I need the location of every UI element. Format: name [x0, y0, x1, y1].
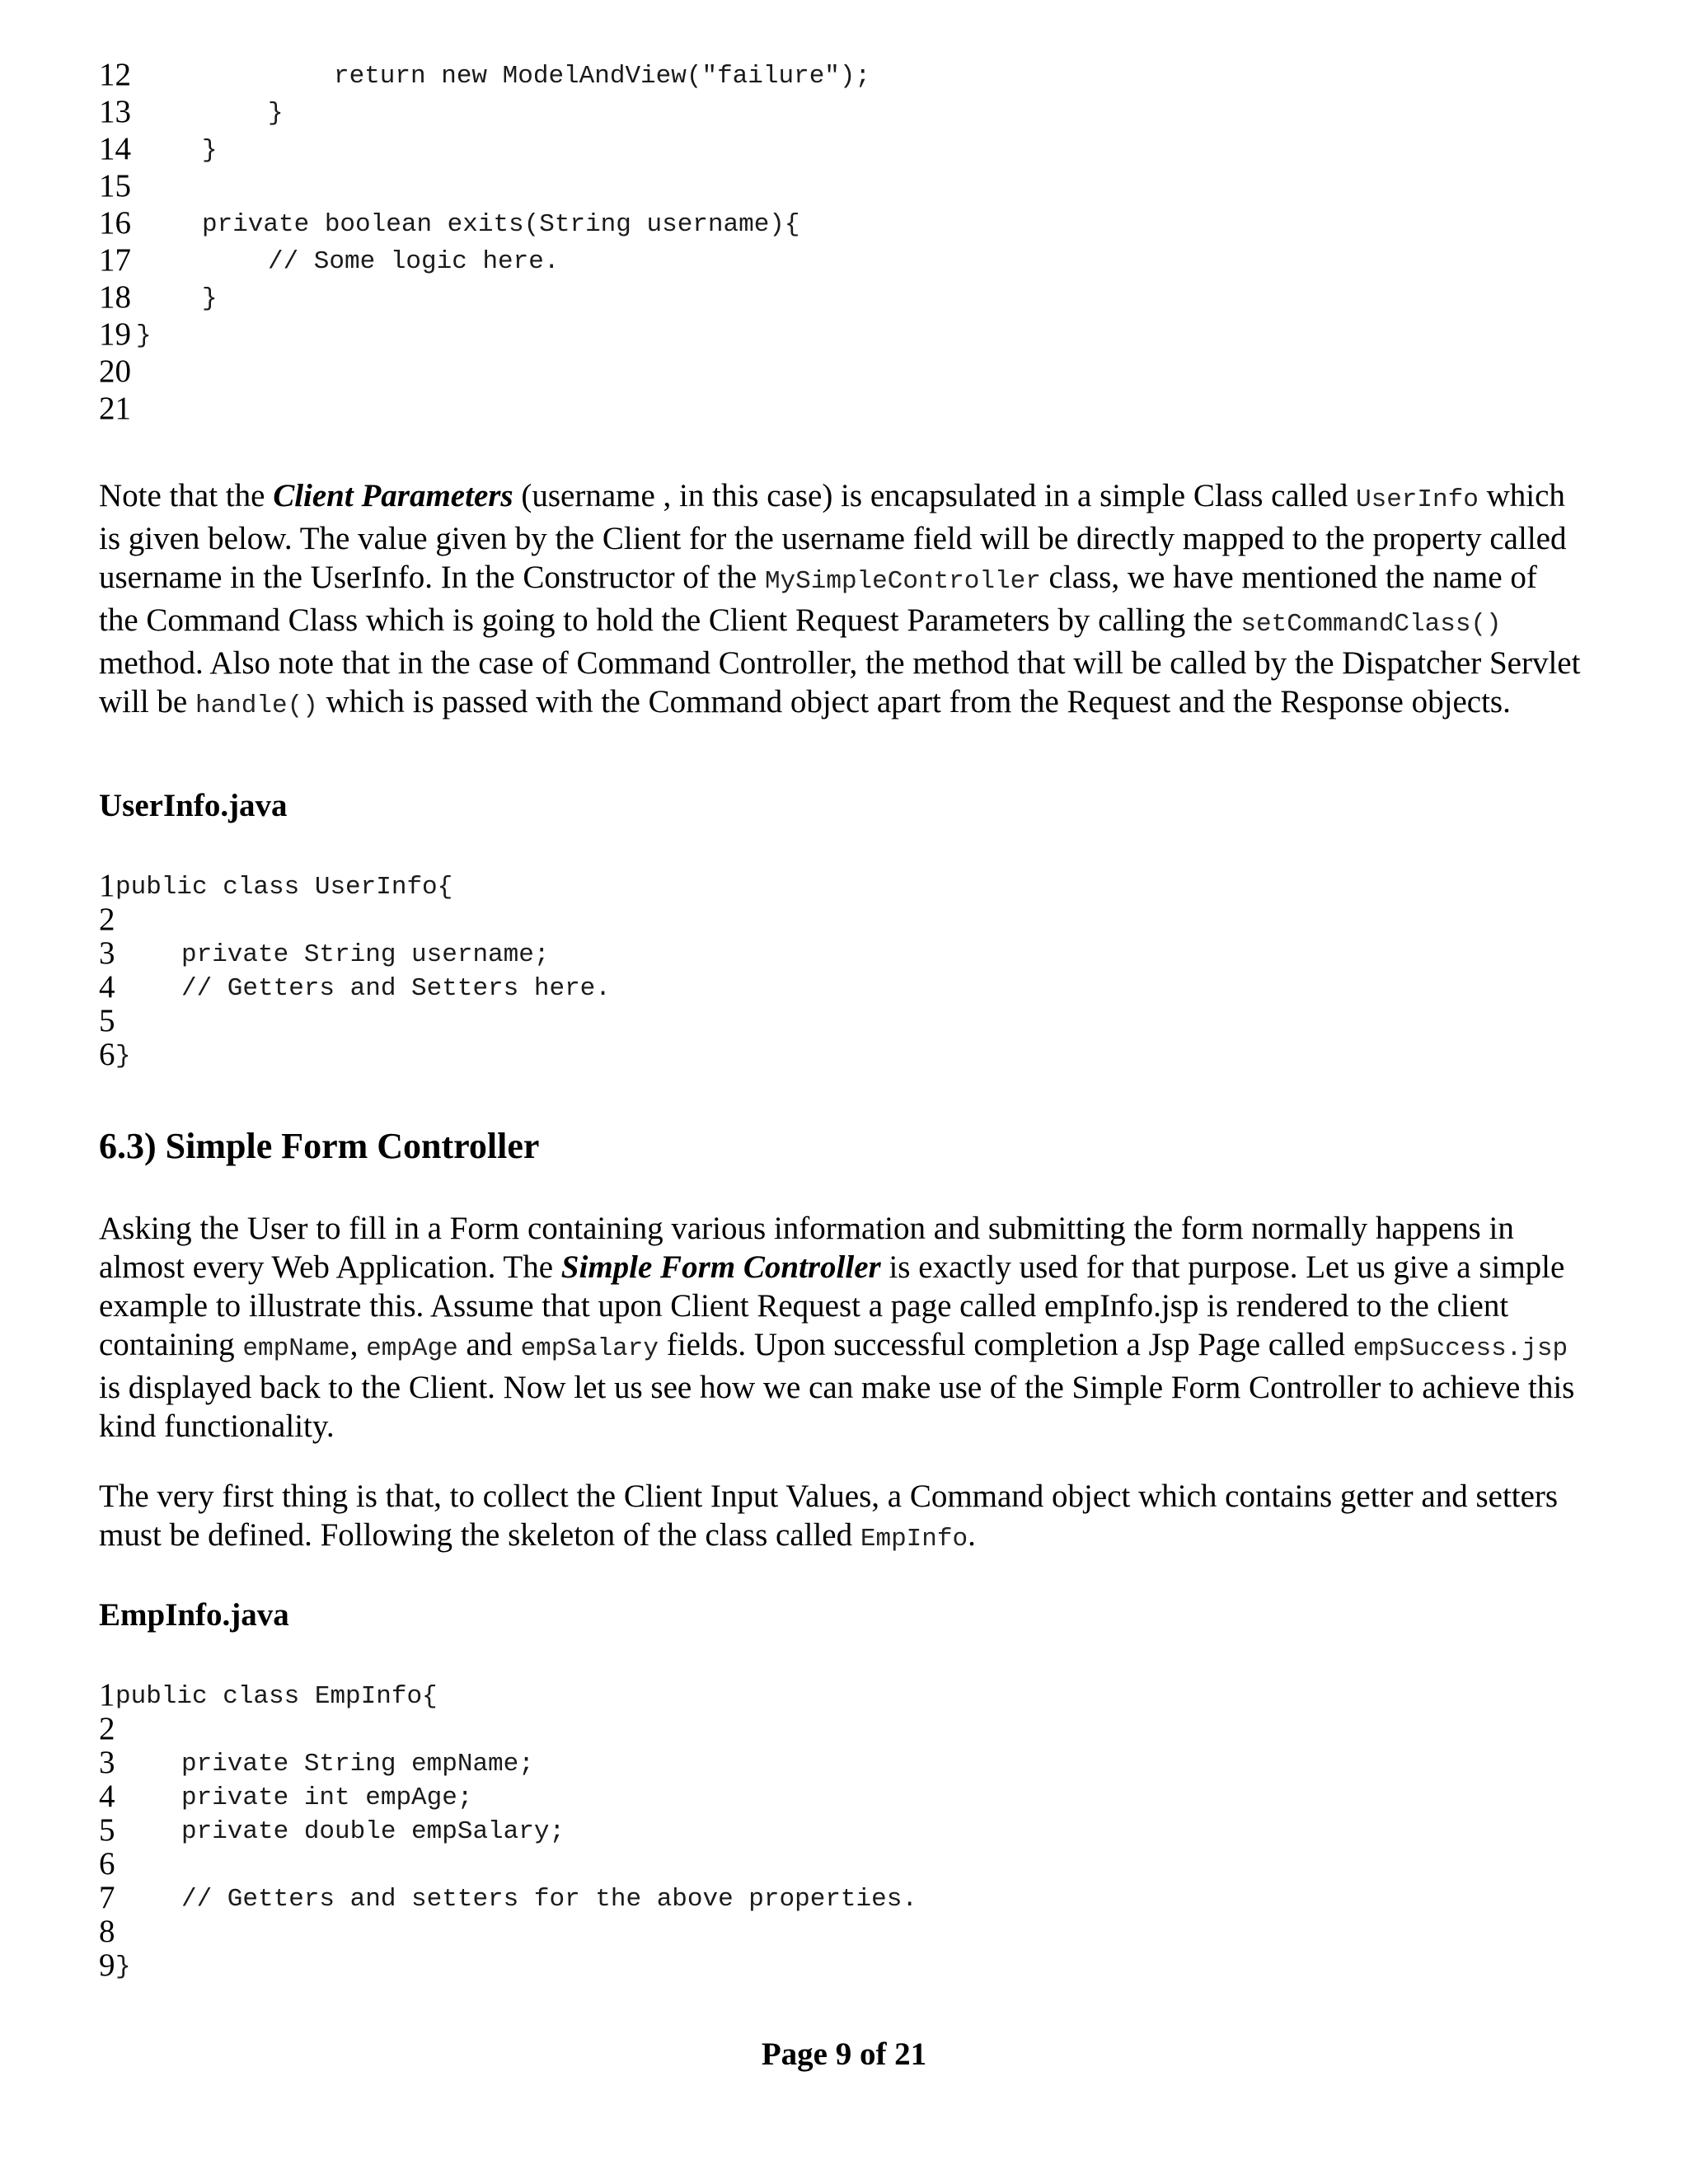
line-number: 4: [99, 1779, 115, 1814]
line-number: 16: [99, 205, 131, 241]
para-text: and: [457, 1327, 521, 1362]
para-text: ,: [349, 1327, 367, 1362]
para-text: .: [968, 1517, 976, 1553]
page-number: Page 9 of 21: [761, 2036, 927, 2072]
line-number: 2: [99, 1711, 115, 1746]
line-number: 5: [99, 1003, 115, 1038]
line-number: 6: [99, 1846, 115, 1882]
inline-code: MySimpleController: [764, 567, 1041, 596]
para-text: which is given below. The value given by the Client for the username field will be directly mapped to the property called username in the UserInfo. In the Constructor of the: [99, 478, 1567, 595]
para-text: Asking the User to fill in a Form containing various information and submitting the form normally happens in almost every Web Application. The: [99, 1211, 1514, 1285]
line-number: 13: [99, 94, 131, 129]
line-number: 20: [99, 354, 131, 389]
line-number: 7: [99, 1880, 115, 1915]
inline-code: EmpInfo: [860, 1525, 968, 1554]
inline-code: UserInfo: [1355, 485, 1479, 514]
code-text: // Getters and Setters here.: [181, 974, 611, 1003]
code-text: private String username;: [181, 940, 550, 969]
para-text: Note that the: [99, 478, 274, 513]
code-text: public class UserInfo{: [115, 873, 453, 902]
para-text: is exactly used for that purpose. Let us give a simple example to illustrate this. Assume that upon Client Request a page called empInfo.jsp is rendered to the client containing: [99, 1249, 1565, 1362]
code-text: // Some logic here.: [268, 247, 560, 276]
empinfo-file-heading: EmpInfo.java: [99, 1597, 289, 1633]
line-number: 15: [99, 168, 131, 204]
code-text: }: [136, 321, 152, 350]
para-text: class, we have mentioned the name of the Command Class which is going to hold the Client Request Parameters by calling the: [99, 560, 1537, 638]
line-number: 2: [99, 902, 115, 937]
para-text: fields. Upon successful completion a Jsp Page called: [659, 1327, 1353, 1362]
line-number: 3: [99, 1745, 115, 1780]
paragraph-command-object: [99, 1477, 1582, 1558]
para-emphasis: Client Parameters: [273, 478, 513, 513]
para-text: method. Also note that in the case of Command Controller, the method that will be called by the Dispatcher Servlet will be: [99, 645, 1581, 719]
section-heading: 6.3) Simple Form Controller: [99, 1126, 540, 1166]
para-text: The very first thing is that, to collect the Client Input Values, a Command object which contains getter and setters must be defined. Following the skeleton of the class called: [99, 1479, 1559, 1553]
inline-code: empSalary: [520, 1334, 659, 1363]
userinfo-file-heading: UserInfo.java: [99, 788, 288, 823]
code-text: // Getters and setters for the above properties.: [181, 1885, 917, 1914]
code-text: private int empAge;: [181, 1783, 473, 1812]
line-number: 18: [99, 279, 131, 315]
code-text: }: [115, 1952, 131, 1981]
code-text: public class EmpInfo{: [115, 1682, 438, 1711]
inline-code: empName: [242, 1334, 350, 1363]
line-number: 9: [99, 1947, 115, 1983]
line-number: 1: [99, 868, 115, 903]
code-text: }: [202, 136, 218, 165]
line-number: 3: [99, 935, 115, 971]
inline-code: setCommandClass(): [1240, 610, 1502, 639]
inline-code: empSuccess.jsp: [1353, 1334, 1568, 1363]
code-text: return new ModelAndView("failure");: [334, 62, 871, 91]
line-number: 14: [99, 131, 131, 166]
para-emphasis: Simple Form Controller: [560, 1249, 881, 1285]
line-number: 12: [99, 57, 131, 92]
paragraph-client-parameters: [99, 476, 1582, 725]
code-text: private double empSalary;: [181, 1817, 565, 1846]
code-text: }: [202, 284, 218, 313]
para-text: (username , in this case) is encapsulated in a simple Class called: [513, 478, 1356, 513]
para-text: which is passed with the Command object apart from the Request and the Response objects.: [317, 684, 1511, 719]
line-number: 6: [99, 1037, 115, 1072]
code-text: }: [268, 99, 284, 128]
code-text: private boolean exits(String username){: [202, 210, 800, 239]
line-number: 1: [99, 1677, 115, 1713]
line-number: 8: [99, 1914, 115, 1949]
line-number: 19: [99, 316, 131, 352]
code-text: }: [115, 1042, 131, 1071]
line-number: 17: [99, 242, 131, 278]
line-number: 4: [99, 969, 115, 1005]
code-text: private String empName;: [181, 1750, 534, 1779]
para-text: is displayed back to the Client. Now let us see how we can make use of the Simple Form Controller to achieve this kind functionality.: [99, 1370, 1575, 1444]
inline-code: empAge: [366, 1334, 458, 1363]
paragraph-simple-form-controller: [99, 1209, 1582, 1446]
line-number: 21: [99, 391, 131, 426]
line-number: 5: [99, 1812, 115, 1848]
inline-code: handle(): [195, 691, 318, 720]
